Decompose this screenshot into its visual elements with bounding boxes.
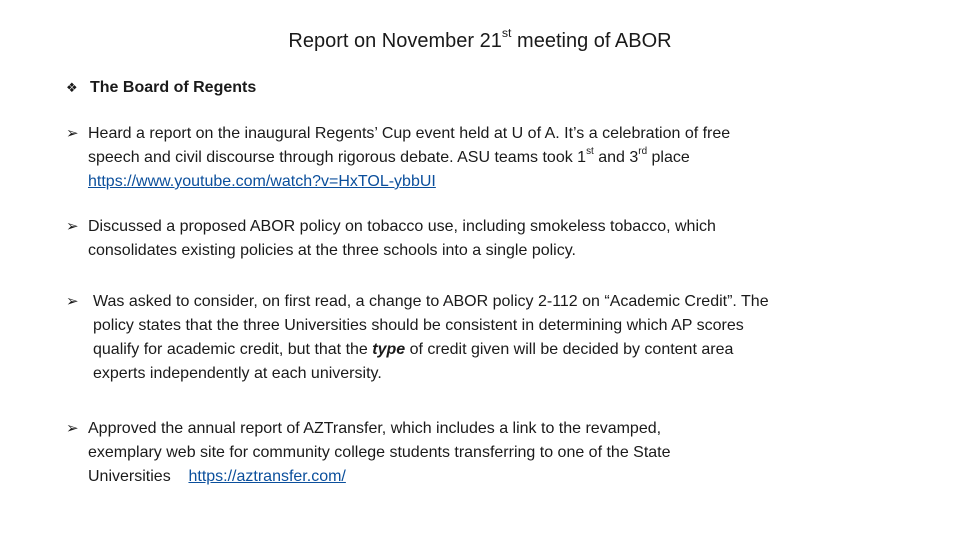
arrow-bullet-icon: ➢: [66, 420, 79, 437]
bullet-line: [66, 170, 730, 194]
superscript: rd: [638, 146, 648, 158]
bullet-text: place: [647, 149, 690, 166]
arrow-bullet-icon: ➢: [66, 293, 79, 310]
bullet-text: speech and civil discourse through rigorous debate. ASU teams took 1: [88, 149, 587, 166]
bullet-line: [66, 465, 671, 489]
bullet-academic-credit: [66, 290, 769, 386]
section-heading: [66, 77, 256, 99]
bullet-line: consolidates existing policies at the three schools into a single policy.: [88, 242, 576, 259]
bullet-line: Discussed a proposed ABOR policy on tobacco use, including smokeless tobacco, which: [88, 218, 716, 235]
bullet-text: qualify for academic credit, but that the: [93, 341, 373, 358]
bullet-line: Heard a report on the inaugural Regents’ Cup event held at U of A. It’s a celebration of free: [88, 125, 731, 142]
bullet-tobacco-policy: [66, 215, 716, 263]
diamond-bullet-icon: ❖: [66, 80, 78, 95]
bullet-regents-cup: [66, 122, 730, 194]
bullet-line: policy states that the three Universities should be consistent in determining which AP scores: [93, 317, 744, 334]
bullet-line: exemplary web site for community college students transferring to one of the State: [88, 444, 671, 461]
title-prefix: Report on November 21: [288, 30, 502, 52]
bullet-line: Approved the annual report of AZTransfer, which includes a link to the revamped,: [88, 420, 662, 437]
aztransfer-link[interactable]: https://aztransfer.com/: [188, 468, 346, 485]
bullet-text: and 3: [593, 149, 639, 166]
bullet-line: [66, 338, 769, 362]
youtube-link[interactable]: https://www.youtube.com/watch?v=HxTOL-ybbUI: [88, 173, 436, 190]
bullet-line: Was asked to consider, on first read, a change to ABOR policy 2-112 on “Academic Credit”. The: [93, 293, 769, 310]
emphasis-text: type: [372, 341, 406, 358]
bullet-text: Universities: [88, 468, 189, 485]
arrow-bullet-icon: ➢: [66, 218, 79, 235]
section-label: The Board of Regents: [90, 79, 257, 96]
bullet-line: [66, 146, 730, 170]
arrow-bullet-icon: ➢: [66, 125, 79, 142]
bullet-line: experts independently at each university.: [93, 365, 382, 382]
title-superscript: st: [501, 26, 512, 41]
superscript: st: [586, 146, 594, 158]
bullet-aztransfer: [66, 417, 671, 489]
page-title: [0, 28, 960, 54]
title-suffix: meeting of ABOR: [511, 30, 672, 52]
bullet-text: of credit given will be decided by content area: [405, 341, 734, 358]
